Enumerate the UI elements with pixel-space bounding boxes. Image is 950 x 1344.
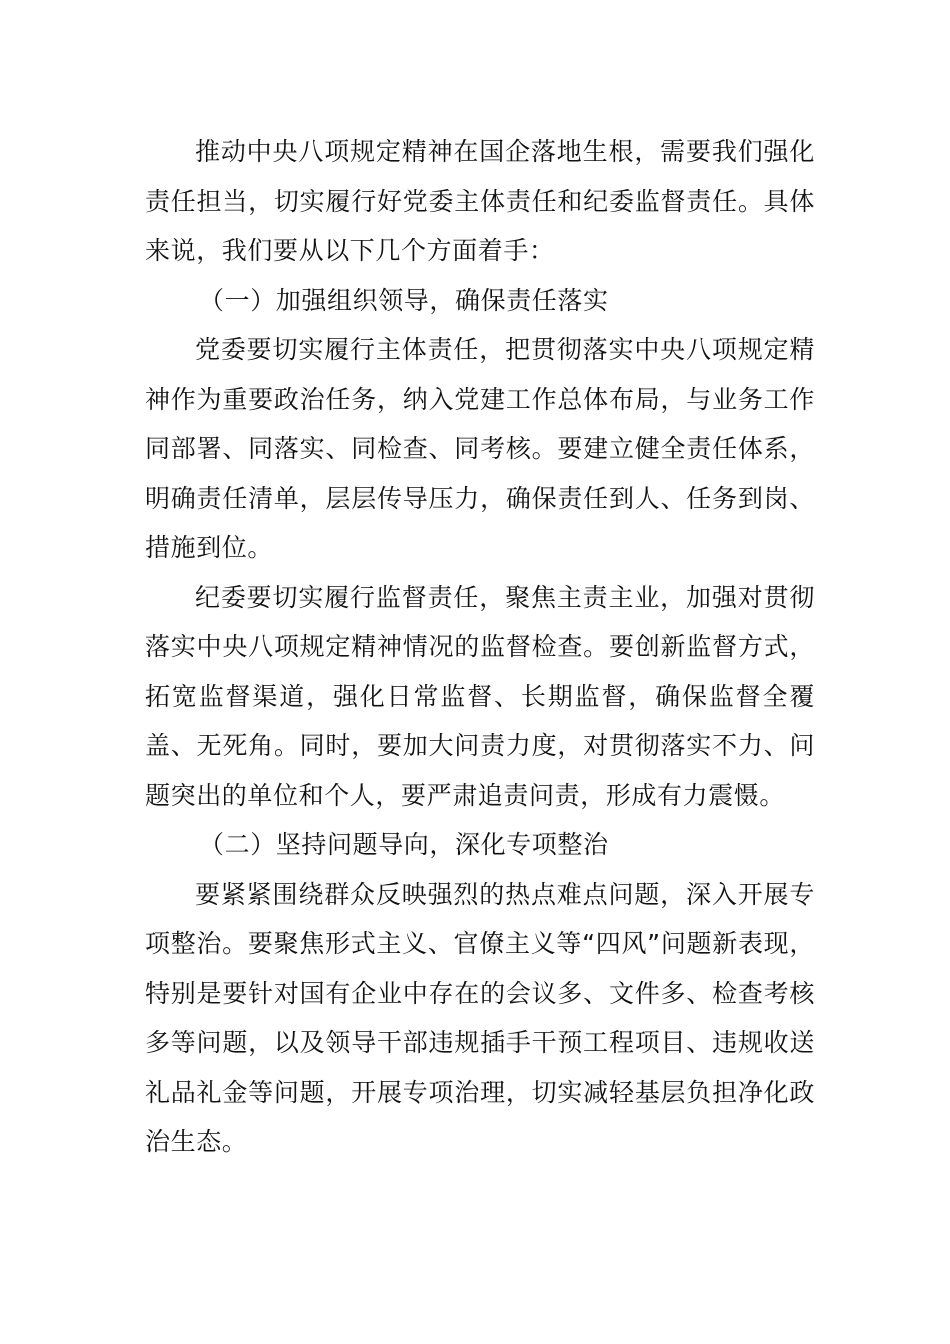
section-2-paragraph-1: 要紧紧围绕群众反映强烈的热点难点问题，深入开展专项整治。要聚焦形式主义、官僚主义等“四风”问题新表现，特别是要针对国有企业中存在的会议多、文件多、检查考核多等问题，以及领导干部违规插手干预工程项目、违规收送礼品礼金等问题，开展专项治理，切实减轻基层负担净化政治生态。 bbox=[145, 879, 815, 1156]
intro-paragraph: 推动中央八项规定精神在国企落地生根，需要我们强化责任担当，切实履行好党委主体责任和纪委监督责任。具体来说，我们要从以下几个方面着手： bbox=[145, 137, 815, 265]
section-1-paragraph-1: 党委要切实履行主体责任，把贯彻落实中央八项规定精神作为重要政治任务，纳入党建工作总体布局，与业务工作同部署、同落实、同检查、同考核。要建立健全责任体系，明确责任清单，层层传导压力，确保责任到人、任务到岗、措施到位。 bbox=[145, 335, 815, 562]
document-body bbox=[145, 127, 815, 1167]
section-1-paragraph-2: 纪委要切实履行监督责任，聚焦主责主业，加强对贯彻落实中央八项规定精神情况的监督检查。要创新监督方式，拓宽监督渠道，强化日常监督、长期监督，确保监督全覆盖、无死角。同时，要加大问责力度，对贯彻落实不力、问题突出的单位和个人，要严肃追责问责，形成有力震慑。 bbox=[145, 582, 815, 810]
section-2-heading: （二）坚持问题导向，深化专项整治 bbox=[199, 830, 609, 859]
section-1-heading: （一）加强组织领导，确保责任落实 bbox=[199, 285, 609, 315]
